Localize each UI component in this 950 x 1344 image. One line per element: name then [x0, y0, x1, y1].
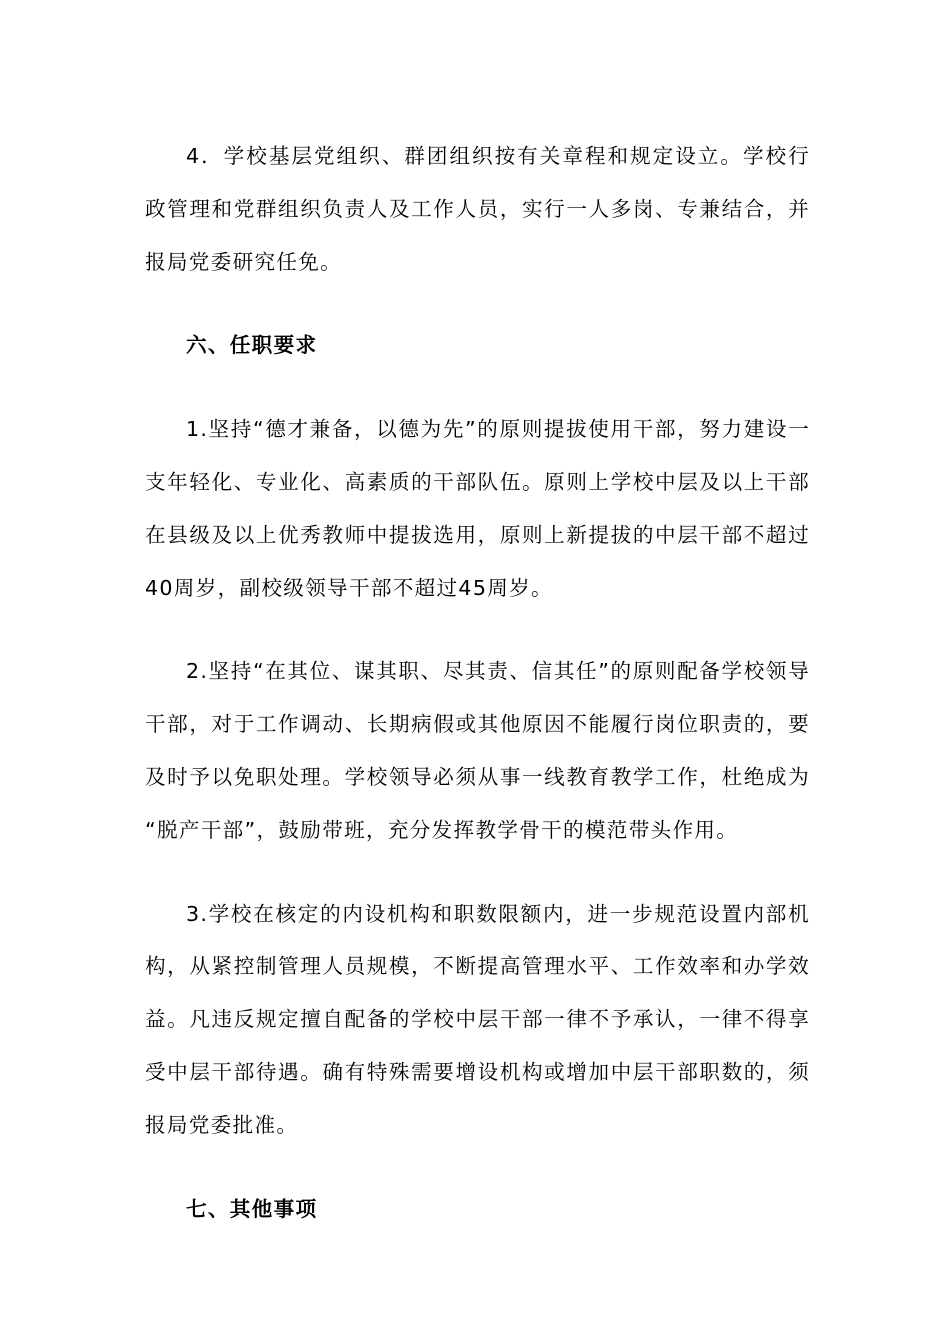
document-body	[145, 130, 810, 1266]
section-heading-7: 七、其他事项	[186, 1196, 318, 1221]
paragraph-2-cadre-duties: 2.坚持“在其位、谋其职、尽其责、信其任”的原则配备学校领导干部，对于工作调动、长期病假或其他原因不能履行岗位职责的，要及时予以免职处理。学校领导必须从事一线教育教学工作，杜绝成为“脱产干部”，鼓励带班，充分发挥教学骨干的模范带头作用。	[145, 659, 810, 842]
paragraph-3-institution-setup: 3.学校在核定的内设机构和职数限额内，进一步规范设置内部机构，从紧控制管理人员规模，不断提高管理水平、工作效率和办学效益。凡违反规定擅自配备的学校中层干部一律不予承认，一律不得享受中层干部待遇。确有特殊需要增设机构或增加中层干部职数的，须报局党委批准。	[145, 901, 810, 1137]
section-heading-6: 六、任职要求	[186, 333, 318, 358]
paragraph-1-cadre-selection: 1.坚持“德才兼备，以德为先”的原则提拔使用干部，努力建设一支年轻化、专业化、高素质的干部队伍。原则上学校中层及以上干部在县级及以上优秀教师中提拔选用，原则上新提拔的中层干部不超过40周岁，副校级领导干部不超过45周岁。	[145, 417, 810, 600]
paragraph-4-grassroots-organizations: 4．学校基层党组织、群团组织按有关章程和规定设立。学校行政管理和党群组织负责人及工作人员，实行一人多岗、专兼结合，并报局党委研究任免。	[145, 144, 810, 274]
